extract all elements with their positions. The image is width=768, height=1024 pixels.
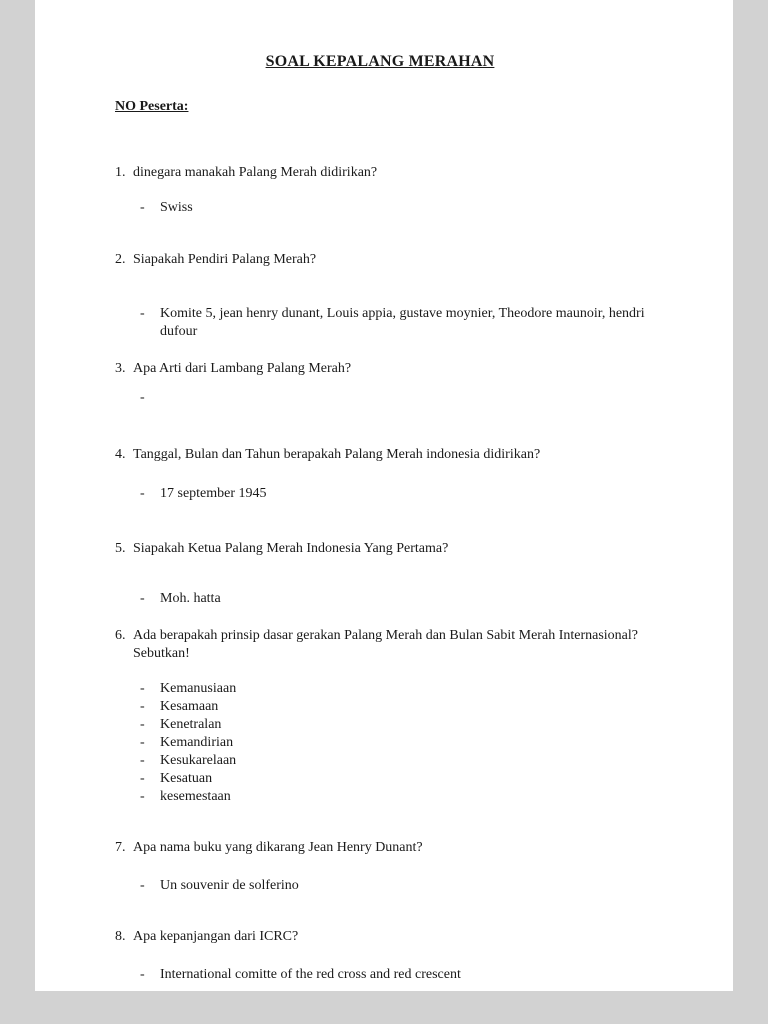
question-number: 8. [115,929,126,944]
question-text: Apa Arti dari Lambang Palang Merah? [133,361,352,376]
question-number: 7. [115,840,126,855]
answer-item [115,770,645,788]
question-item [115,164,645,182]
answer-text: 17 september 1945 [160,486,267,501]
document-page [35,0,733,991]
answer-text: Kemandirian [160,735,234,750]
answer-item [115,734,645,752]
question-item [115,839,645,857]
question-number: 1. [115,165,126,180]
question-item [115,360,645,378]
answer-item [115,199,645,217]
answer-item [115,680,645,698]
question-number: 2. [115,252,126,267]
answer-item [115,698,645,716]
question-number: 6. [115,628,126,643]
answer-dash: - [140,699,145,714]
question-number: 5. [115,541,126,556]
answer-text: Kenetralan [160,717,222,732]
question-text: Siapakah Pendiri Palang Merah? [133,252,317,267]
answer-dash: - [140,771,145,786]
answer-item [115,590,645,608]
answer-dash: - [140,681,145,696]
answer-text: Kesukarelaan [160,753,237,768]
answer-text: kesemestaan [160,789,231,804]
question-item [115,540,645,558]
question-item [115,627,645,663]
answer-text: Kesamaan [160,699,219,714]
question-number: 3. [115,361,126,376]
answer-dash: - [140,591,145,606]
answer-dash: - [140,878,145,893]
question-text: Ada berapakah prinsip dasar gerakan Palang Merah dan Bulan Sabit Merah Internasional? Sebutkan! [133,628,638,661]
participant-number-label: NO Peserta: [115,99,189,114]
answer-dash: - [140,200,145,215]
answer-text: Komite 5, jean henry dunant, Louis appia, gustave moynier, Theodore maunoir, hendri dufour [160,306,645,339]
question-item [115,446,645,464]
answer-dash: - [140,486,145,501]
answer-dash: - [140,753,145,768]
question-text: Tanggal, Bulan dan Tahun berapakah Palang Merah indonesia didirikan? [133,447,541,462]
answer-item [115,485,645,503]
answer-dash: - [140,789,145,804]
answer-item [115,389,645,407]
answer-text: Un souvenir de solferino [160,878,299,893]
answer-text: Moh. hatta [160,591,221,606]
answer-dash: - [140,967,145,982]
answer-item [115,788,645,806]
question-item [115,251,645,269]
question-text: Apa kepanjangan dari ICRC? [133,929,299,944]
question-text: Apa nama buku yang dikarang Jean Henry Dunant? [133,840,423,855]
answer-item [115,877,645,895]
question-number: 4. [115,447,126,462]
answer-dash: - [140,735,145,750]
answer-dash: - [140,390,145,405]
answer-text: Kesatuan [160,771,213,786]
answer-item [115,752,645,770]
question-item [115,928,645,946]
answer-item [115,305,645,341]
question-text: Siapakah Ketua Palang Merah Indonesia Yang Pertama? [133,541,449,556]
answer-text: Kemanusiaan [160,681,237,696]
document-title: SOAL KEPALANG MERAHAN [265,53,495,70]
answer-dash: - [140,306,145,321]
answer-text: Swiss [160,200,193,215]
answer-item [115,716,645,734]
answer-dash: - [140,717,145,732]
answer-item [115,966,645,984]
answer-text: International comitte of the red cross and red crescent [160,967,461,982]
question-text: dinegara manakah Palang Merah didirikan? [133,165,378,180]
